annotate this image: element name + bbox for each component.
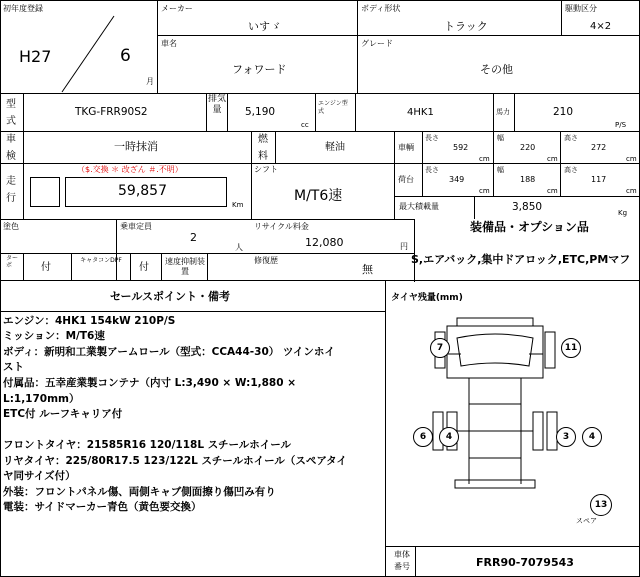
tire-title: タイヤ残量(mm): [391, 293, 463, 303]
tire-rear-left-outer: 6: [413, 427, 433, 447]
mileage-value: 59,857: [118, 183, 167, 199]
cargo-width-value: 188: [520, 175, 536, 184]
sales-line: ボディ：新明和工業製アームロール（型式：CCA44-30） ツインホイ: [3, 346, 335, 358]
sales-line: 外装：フロントパネル傷、両側キャブ側面擦り傷凹み有り: [3, 486, 276, 498]
mileage-label: 走行: [6, 176, 16, 204]
chassis-value: FRR90-7079543: [476, 556, 574, 569]
engine-type-label: エンジン型式: [318, 100, 348, 115]
sales-line: リヤタイヤ：225/80R17.5 123/122L スチールホイール（スペアタイ: [3, 455, 347, 467]
displacement-unit: cc: [301, 121, 309, 129]
sales-line: フロントタイヤ：21585R16 120/118L スチールホイール: [3, 439, 292, 451]
capacity-unit: 人: [235, 243, 243, 252]
grade-value: その他: [480, 63, 513, 76]
cabin-width-label: 幅: [497, 134, 504, 142]
tire-front-left: 7: [430, 338, 450, 358]
mileage-flag-box: [30, 177, 60, 207]
maker-label: メーカー: [161, 4, 193, 13]
month-unit: 月: [146, 77, 154, 86]
first-reg-label: 初年度登録: [3, 4, 43, 13]
cargo-width-label: 幅: [497, 166, 504, 174]
reg-date-divider: [60, 14, 116, 94]
cargo-length-label: 長さ: [425, 166, 439, 174]
sales-line: ETC付 ルーフキャリア付: [3, 408, 123, 420]
sales-line: 付属品：五幸産業製コンテナ（内寸 L:3,490 × W:1,880 ×: [3, 377, 296, 389]
recycle-label: リサイクル料金: [254, 222, 309, 231]
tire-spare: 13: [590, 494, 612, 516]
engine-type-value: 4HK1: [407, 107, 434, 118]
cargo-height-unit: cm: [626, 187, 637, 195]
cabin-width-value: 220: [520, 143, 536, 152]
tire-front-right: 11: [561, 338, 581, 358]
cabin-height-label: 高さ: [564, 134, 578, 142]
repair-label: 修復歴: [254, 256, 278, 265]
equip-text: S,エアバック,集中ドアロック,ETC,PMマフ: [411, 253, 631, 266]
recycle-value: 12,080: [305, 236, 344, 249]
sales-line: ミッション：M/T6速: [3, 330, 105, 342]
inspection-label: 車検: [6, 134, 16, 162]
tire-rear-right-outer: 4: [582, 427, 602, 447]
body-value: トラック: [444, 20, 488, 33]
tire-rear-right-inner: 3: [556, 427, 576, 447]
type-value: TKG-FRR90S2: [75, 106, 148, 118]
power-unit: P/S: [615, 121, 627, 129]
mileage-legend: （$.交換 ＊ 改ざん ＃.不明）: [77, 165, 183, 174]
model-name-value: フォワード: [232, 63, 287, 76]
sales-line: エンジン：4HK1 154kW 210P/S: [3, 315, 176, 327]
cabin-length-label: 長さ: [425, 134, 439, 142]
tire-rear-left-inner: 4: [439, 427, 459, 447]
inspection-value: 一時抹消: [114, 140, 158, 153]
cargo-width-unit: cm: [547, 187, 558, 195]
cabin-label: 車輌: [398, 143, 414, 152]
power-value: 210: [553, 106, 574, 118]
recycle-unit: 円: [400, 242, 408, 251]
max-load-label: 最大積載量: [399, 202, 439, 211]
shift-value: M/T6速: [294, 188, 343, 204]
dpf-value: 付: [139, 262, 149, 273]
displacement-value: 5,190: [245, 106, 276, 118]
type-label: 型式: [6, 99, 16, 127]
maker-value: いすゞ: [248, 20, 281, 33]
spare-label: スペア: [576, 517, 597, 525]
sales-line: 電装：サイドマーカー青色（黄色要交換）: [3, 501, 202, 513]
sales-line: ヤ同サイズ付）: [3, 470, 76, 482]
cargo-length-value: 349: [449, 175, 465, 184]
turbo-label: ターボ: [6, 255, 19, 269]
sales-title: セールスポイント・備考: [110, 290, 231, 303]
drive-value: 4×2: [590, 21, 612, 32]
era-year: H27: [19, 47, 52, 66]
cargo-height-value: 117: [591, 175, 607, 184]
fuel-value: 軽油: [325, 142, 345, 153]
cabin-width-unit: cm: [547, 155, 558, 163]
equip-title: 装備品・オプション品: [470, 220, 589, 234]
displacement-label: 排気量: [208, 94, 227, 115]
max-load-unit: Kg: [618, 209, 628, 217]
cabin-length-unit: cm: [479, 155, 490, 163]
limiter-label: 速度抑制装置: [165, 257, 205, 276]
shift-label: シフト: [254, 165, 278, 174]
grade-label: グレード: [361, 39, 393, 48]
fuel-label: 燃料: [258, 134, 268, 162]
sales-line: L:1,170mm）: [3, 393, 80, 405]
body-label: ボディ形状: [361, 4, 401, 13]
power-label: 馬力: [496, 108, 510, 116]
cargo-label: 荷台: [398, 175, 414, 184]
cabin-length-value: 592: [453, 143, 469, 152]
capacity-value: 2: [190, 231, 197, 244]
cabin-height-unit: cm: [626, 155, 637, 163]
cargo-height-label: 高さ: [564, 166, 578, 174]
sales-line: スト: [3, 361, 24, 373]
chassis-label: 車体番号: [394, 550, 410, 571]
dpf-label: キャタコンDPF: [80, 257, 122, 264]
repair-value: 無: [362, 263, 373, 276]
turbo-value: 付: [41, 262, 51, 273]
color-label: 塗色: [3, 222, 19, 231]
reg-month: 6: [120, 46, 131, 66]
cabin-height-value: 272: [591, 143, 607, 152]
capacity-label: 乗車定員: [120, 222, 152, 231]
cargo-length-unit: cm: [479, 187, 490, 195]
model-name-label: 車名: [161, 39, 177, 48]
mileage-unit: Km: [232, 201, 244, 209]
max-load-value: 3,850: [512, 201, 543, 213]
drive-label: 駆動区分: [565, 4, 597, 13]
